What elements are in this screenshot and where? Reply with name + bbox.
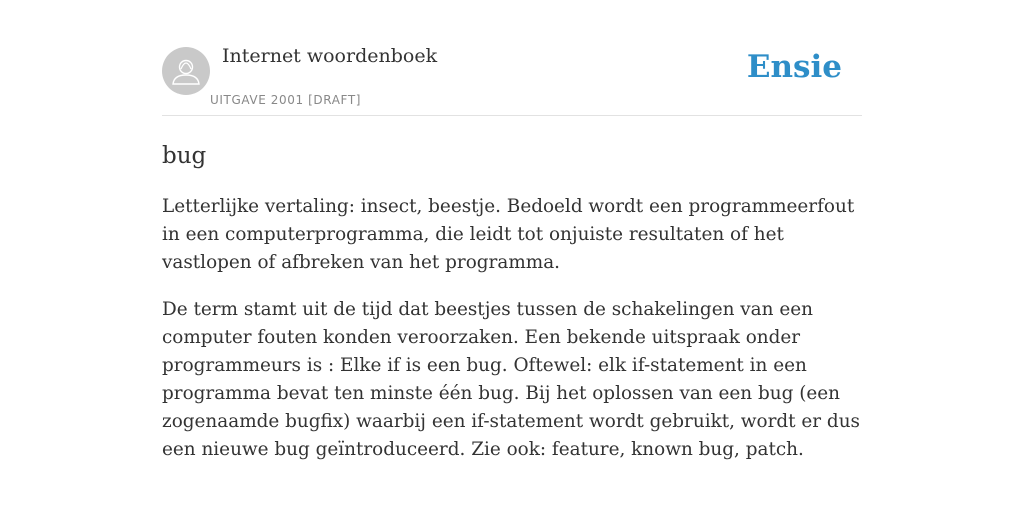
brand-logo-link[interactable]: Ensie <box>746 49 842 85</box>
definition-paragraph: Letterlijke vertaling: insect, beestje. Bedoeld wordt een programmeerfout in een computerprogramma, die leidt tot onjuiste resultaten of het vastlopen of afbreken van het programma. <box>162 196 855 273</box>
source-title-link[interactable]: Internet woordenboek <box>222 45 438 67</box>
entry-definition <box>162 193 862 464</box>
edition-label: UITGAVE 2001 [DRAFT] <box>210 93 362 107</box>
entry-term: bug <box>162 143 207 169</box>
user-placeholder-icon <box>162 47 210 95</box>
source-avatar[interactable] <box>162 47 210 95</box>
definition-paragraph: De term stamt uit de tijd dat beestjes tussen de schakelingen van een computer fouten konden veroorzaken. Een bekende uitspraak onder programmeurs is : Elke if is een bug. Oftewel: elk if-statement in een programma bevat ten minste één bug. Bij het oplossen van een bug (een zogenaamde bugfix) waarbij een if-statement wordt gebruikt, wordt er dus een nieuwe bug geïntroduceerd. Zie ook: feature, known bug, patch. <box>162 299 860 460</box>
page-container <box>162 0 862 464</box>
source-header <box>162 0 862 116</box>
